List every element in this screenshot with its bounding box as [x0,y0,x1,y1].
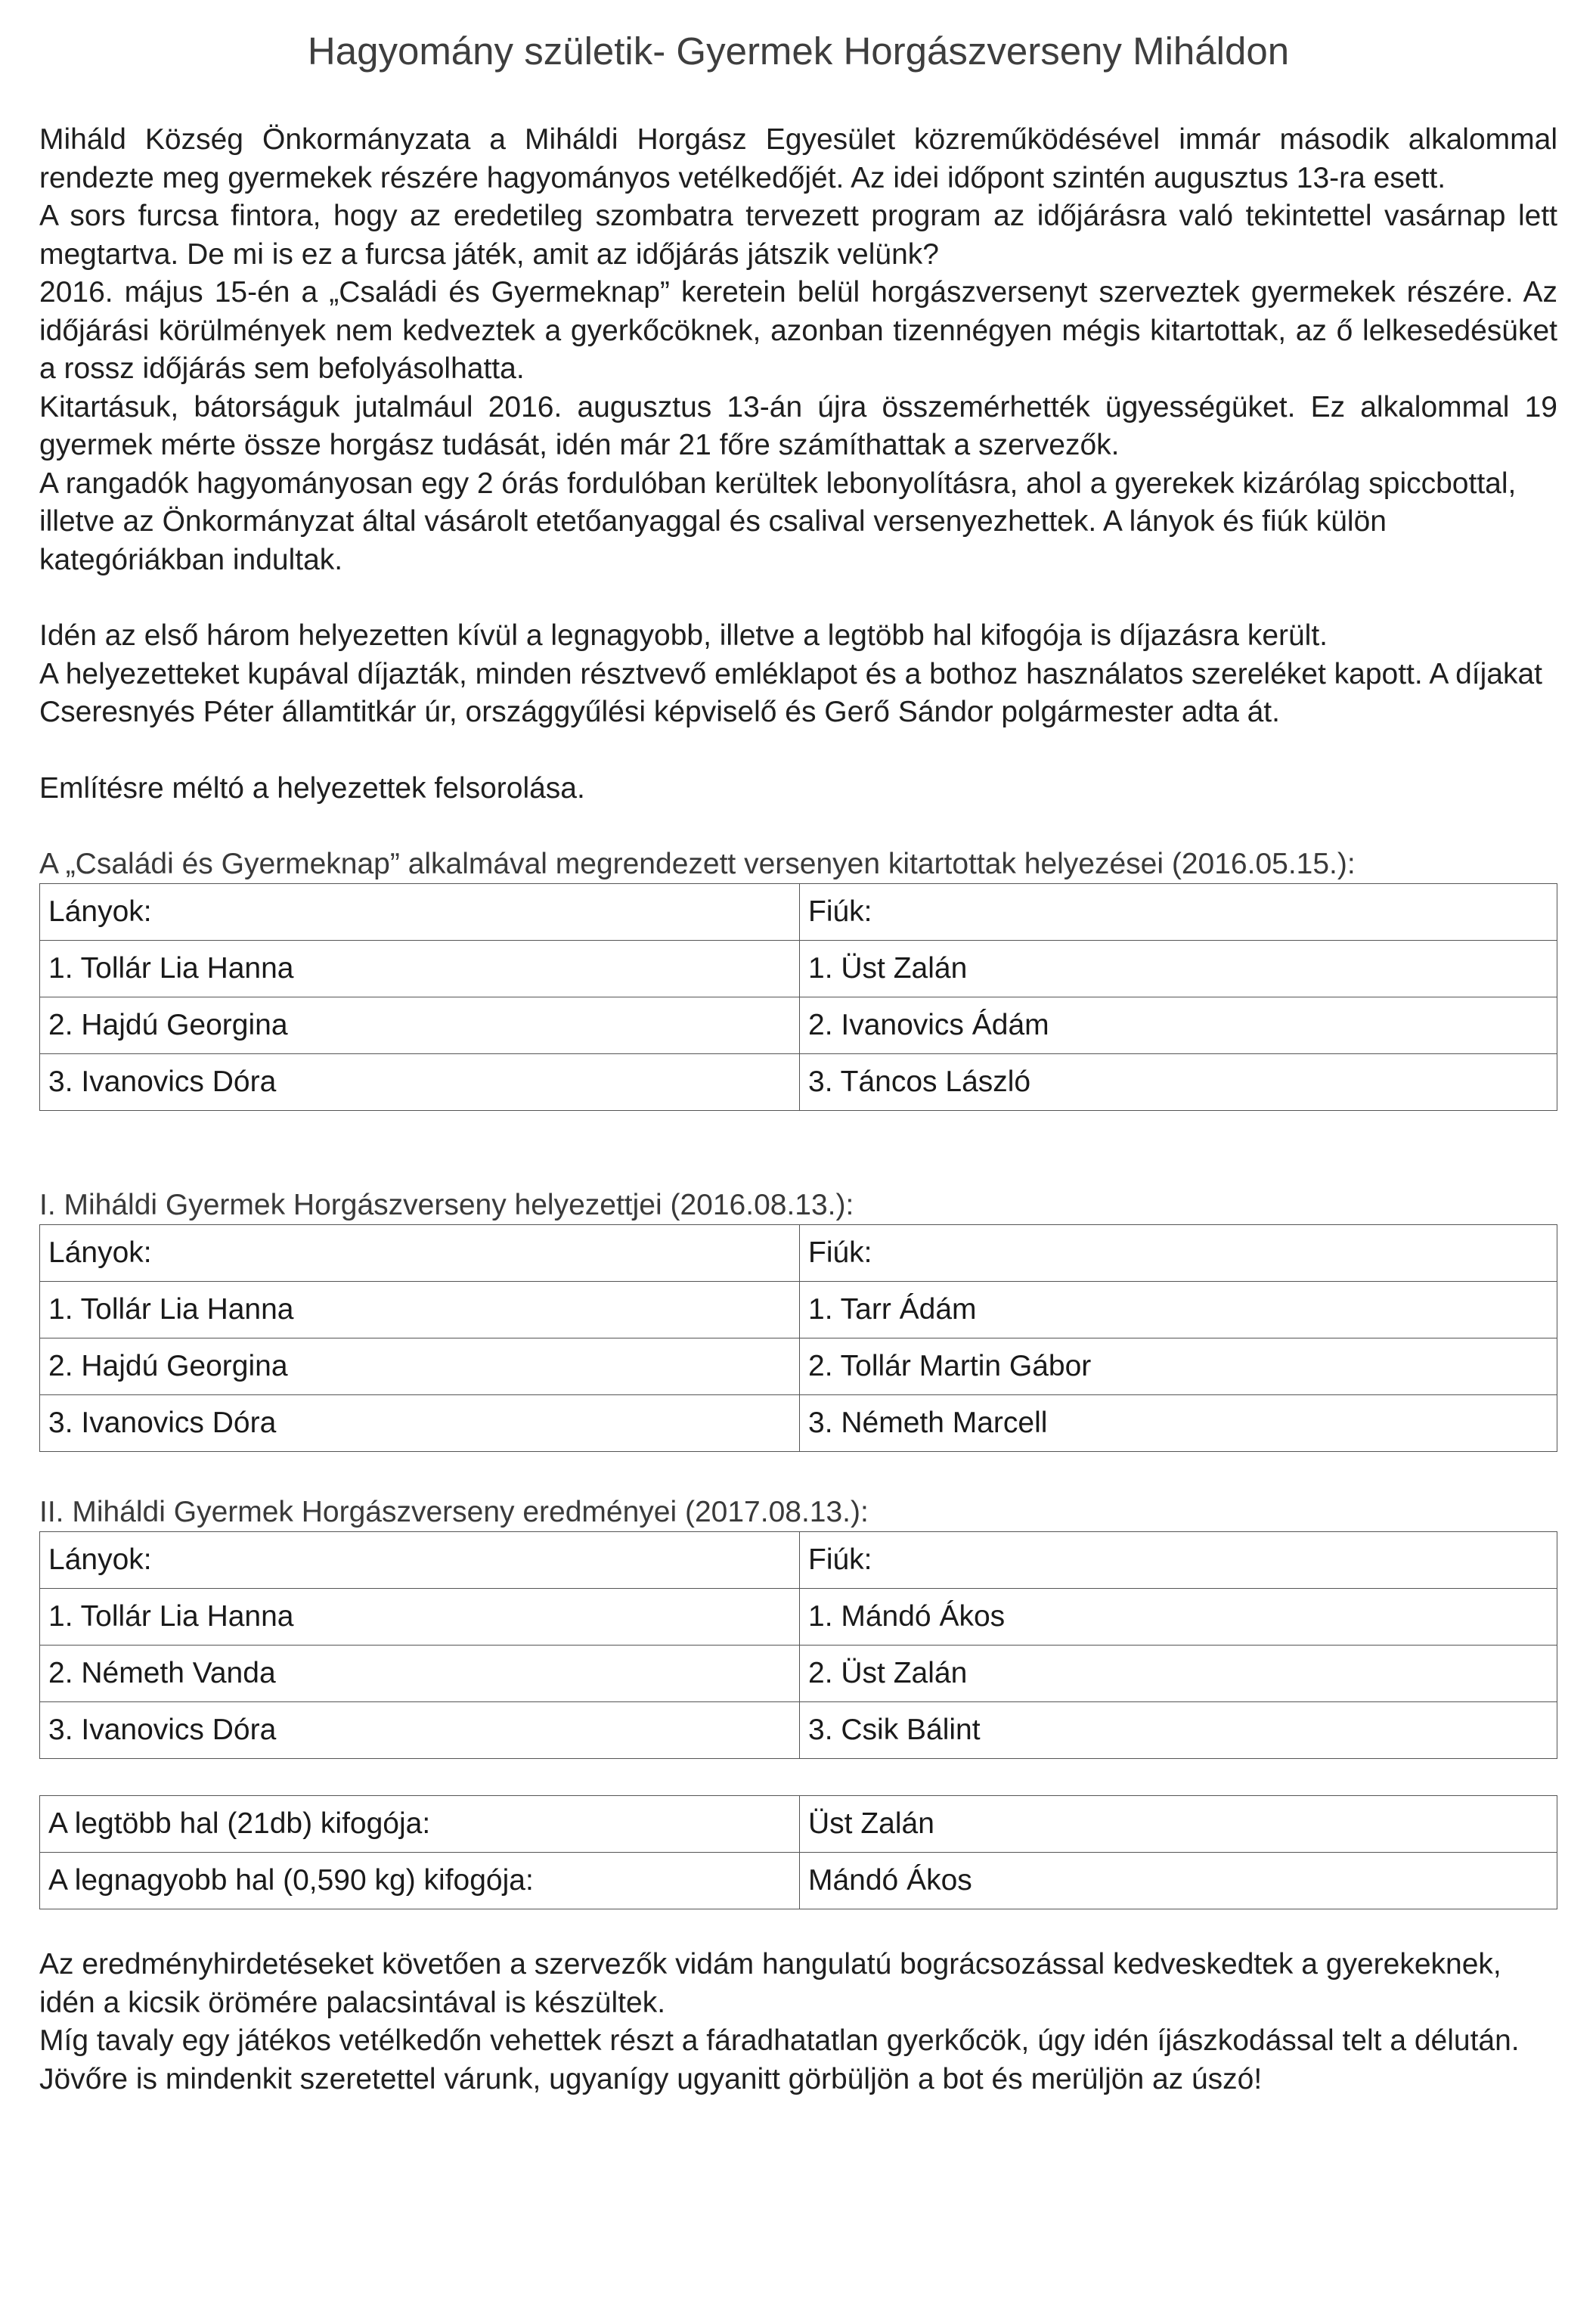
boy-placement: 3. Csik Bálint [800,1702,1557,1759]
table-caption: I. Miháldi Gyermek Horgászverseny helyezettjei (2016.08.13.): [39,1189,854,1221]
section-spacer [39,1909,1557,1946]
closing-paragraph: Jövőre is mindenkit szeretettel várunk, ugyanígy ugyanitt görbüljön a bot és merüljön az úszó! [39,2062,1263,2095]
special-awards-table [39,1795,1557,1909]
boy-placement: 3. Németh Marcell [800,1395,1557,1452]
section-spacer [39,1111,1557,1186]
table-row [40,941,1557,997]
award-label: A legnagyobb hal (0,590 kg) kifogója: [40,1853,800,1909]
mention-line: Említésre méltó a helyezettek felsorolása. [39,771,585,805]
girl-placement: 2. Németh Vanda [40,1646,800,1702]
paragraph-spacer [39,808,1557,845]
intro-paragraph: 2016. május 15-én a „Családi és Gyermeknap” keretein belül horgászversenyt szerveztek gyermekek részére. Az időjárási körülmények nem kedveztek a gyerkőcöknek, azonban tizennégyen mégis kitartottak, az ő lelkesedésüket a rossz időjárás sem befolyásolhatta. [39,276,1557,385]
results-table-2016 [39,1224,1557,1452]
boy-placement: 2. Tollár Martin Gábor [800,1338,1557,1395]
results-table-family-day [39,883,1557,1111]
intro-paragraph: A sors furcsa fintora, hogy az eredetileg szombatra tervezett program az időjárásra való tekintettel vasárnap lett megtartva. De mi is ez a furcsa játék, amit az időjárás játszik velünk? [39,200,1557,271]
header-girls: Lányok: [40,1225,800,1282]
header-girls: Lányok: [40,1532,800,1589]
award-winner: Mándó Ákos [800,1853,1557,1909]
intro-paragraph: A rangadók hagyományosan egy 2 órás fordulóban kerültek lebonyolításra, ahol a gyerekek kizárólag spiccbottal, illetve az Önkormányzat által vásárolt etetőanyaggal és csalival versenyezhettek. A lányok és fiúk külön kategóriákban indultak. [39,467,1517,576]
header-boys: Fiúk: [800,884,1557,941]
girl-placement: 1. Tollár Lia Hanna [40,1589,800,1646]
table-row [40,997,1557,1054]
table-caption: A „Családi és Gyermeknap” alkalmával megrendezett versenyen kitartottak helyezései (2016.05.15.): [39,848,1356,880]
boy-placement: 1. Tarr Ádám [800,1282,1557,1338]
intro-section [39,121,1557,845]
girl-placement: 3. Ivanovics Dóra [40,1395,800,1452]
table-caption: II. Miháldi Gyermek Horgászverseny eredményei (2017.08.13.): [39,1496,869,1528]
boy-placement: 1. Üst Zalán [800,941,1557,997]
awards-paragraph: A helyezetteket kupával díjazták, minden résztvevő emléklapot és a bothoz használatos szereléket kapott. A díjakat Cseresnyés Péter államtitkár úr, országgyűlési képviselő és Gerő Sándor polgármester adta át. [39,657,1542,728]
boy-placement: 3. Táncos László [800,1054,1557,1111]
closing-paragraph: Az eredményhirdetéseket követően a szervezők vidám hangulatú bográcsozással kedveskedtek a gyerekeknek, idén a kicsik örömére palacsintával is készültek. [39,1948,1501,2019]
header-boys: Fiúk: [800,1225,1557,1282]
table-row [40,1796,1557,1853]
table-header-row [40,1225,1557,1282]
table-row [40,1646,1557,1702]
table-header-row [40,1532,1557,1589]
girl-placement: 2. Hajdú Georgina [40,997,800,1054]
closing-paragraph: Míg tavaly egy játékos vetélkedőn vehettek részt a fáradhatatlan gyerkőcök, úgy idén íjászkodással telt a délután. [39,2024,1520,2057]
header-girls: Lányok: [40,884,800,941]
section-spacer [39,1759,1557,1795]
girl-placement: 3. Ivanovics Dóra [40,1702,800,1759]
paragraph-spacer [39,579,1557,617]
table-row [40,1853,1557,1909]
boy-placement: 1. Mándó Ákos [800,1589,1557,1646]
awards-paragraph: Idén az első három helyezetten kívül a legnagyobb, illetve a legtöbb hal kifogója is díjazásra került. [39,619,1328,652]
paragraph-spacer [39,732,1557,770]
section-spacer [39,1452,1557,1494]
closing-section [39,1946,1557,2098]
table-row [40,1395,1557,1452]
table-row [40,1702,1557,1759]
girl-placement: 1. Tollár Lia Hanna [40,941,800,997]
intro-paragraph: Miháld Község Önkormányzata a Miháldi Horgász Egyesület közreműködésével immár második alkalommal rendezte meg gyermekek részére hagyományos vetélkedőjét. Az idei időpont szintén augusztus 13-ra esett. [39,123,1557,194]
header-boys: Fiúk: [800,1532,1557,1589]
table-row [40,1589,1557,1646]
document-page [39,26,1557,2098]
table-row [40,1282,1557,1338]
intro-paragraph: Kitartásuk, bátorságuk jutalmául 2016. augusztus 13-án újra összemérhették ügyességüket. Ez alkalommal 19 gyermek mérte össze horgász tudását, idén már 21 főre számíthattak a szervezők. [39,390,1557,461]
award-label: A legtöbb hal (21db) kifogója: [40,1796,800,1853]
table-row [40,1338,1557,1395]
results-table-2017 [39,1531,1557,1759]
boy-placement: 2. Ivanovics Ádám [800,997,1557,1054]
girl-placement: 1. Tollár Lia Hanna [40,1282,800,1338]
boy-placement: 2. Üst Zalán [800,1646,1557,1702]
award-winner: Üst Zalán [800,1796,1557,1853]
table-header-row [40,884,1557,941]
table-row [40,1054,1557,1111]
girl-placement: 2. Hajdú Georgina [40,1338,800,1395]
girl-placement: 3. Ivanovics Dóra [40,1054,800,1111]
document-title: Hagyomány születik- Gyermek Horgászverseny Miháldon [307,29,1290,73]
